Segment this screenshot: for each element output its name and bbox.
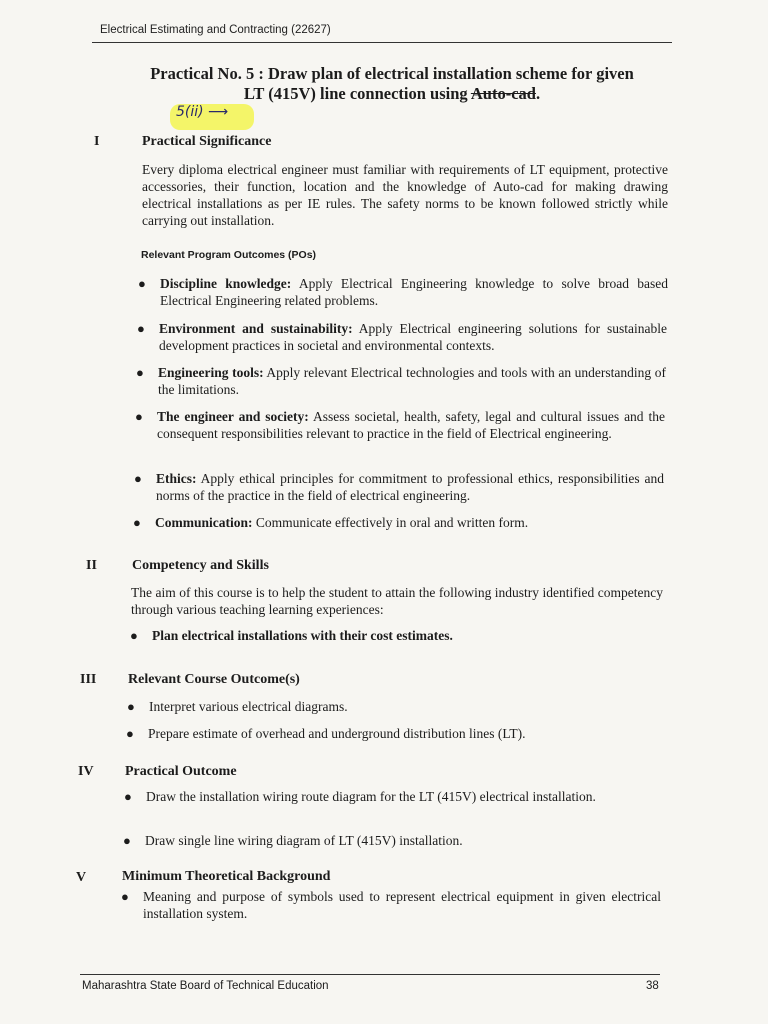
struck-text: Auto-cad [470, 84, 536, 103]
section-number-1: I [94, 134, 100, 149]
po-item: ● Communication: Communicate effectively in oral and written form. [133, 515, 529, 530]
course-outcome-item: ● Interpret various electrical diagrams. [127, 699, 348, 714]
section-number-2: II [86, 558, 97, 573]
title-line-1: Practical No. 5 : Draw plan of electrical installation scheme for given [150, 64, 634, 83]
bullet-icon: ● [123, 833, 131, 848]
po-heading: Relevant Program Outcomes (POs) [141, 249, 317, 261]
po-item: ● Engineering tools: Apply relevant Electrical technologies and tools with an understanding of the limitations. [136, 365, 666, 397]
title-line-2: LT (415V) line connection using Auto-cad. [243, 84, 541, 103]
po-item: ● Environment and sustainability: Apply Electrical engineering solutions for sustainable development practices in societal and environmental contexts. [137, 321, 667, 353]
bullet-icon: ● [127, 699, 135, 714]
section-number-4: IV [78, 764, 94, 779]
section-title-5: Minimum Theoretical Background [122, 869, 331, 884]
footer-board: Maharashtra State Board of Technical Education [82, 980, 329, 992]
course-outcome-item: ● Prepare estimate of overhead and underground distribution lines (LT). [126, 726, 526, 741]
bullet-icon: ● [121, 889, 129, 904]
practical-significance-paragraph: Every diploma electrical engineer must familiar with requirements of LT equipment, protective accessories, their function, location and the knowledge of Auto-cad for making drawing electrical installations as per IE rules. The safety norms to be known followed strictly while carrying out installation. [142, 162, 668, 228]
po-item: ● The engineer and society: Assess societal, health, safety, legal and cultural issues and the consequent responsibilities relevant to practice in the field of Electrical engineering. [135, 409, 665, 441]
bullet-icon: ● [126, 726, 134, 741]
bullet-icon: ● [124, 789, 132, 804]
bullet-icon: ● [135, 409, 143, 424]
bullet-icon: ● [136, 365, 144, 380]
bullet-icon: ● [134, 471, 142, 486]
bullet-icon: ● [137, 321, 145, 336]
section-number-5: V [76, 870, 87, 885]
bullet-icon: ● [133, 515, 141, 530]
bullet-icon: ● [138, 276, 146, 291]
theory-item: ● Meaning and purpose of symbols used to represent electrical equipment in given electrical installation system. [121, 889, 661, 921]
page-number: 38 [646, 980, 659, 992]
section-title-2: Competency and Skills [132, 558, 269, 573]
section-title-4: Practical Outcome [125, 764, 237, 779]
bullet-icon: ● [130, 628, 138, 643]
footer-rule [80, 974, 660, 975]
section-title-1: Practical Significance [142, 134, 272, 149]
po-item: ● Ethics: Apply ethical principles for commitment to professional ethics, responsibilities and norms of the practice in the field of electrical engineering. [134, 471, 664, 503]
competency-item: ● Plan electrical installations with their cost estimates. [130, 628, 453, 643]
section-number-3: III [80, 672, 97, 687]
competency-paragraph: The aim of this course is to help the student to attain the following industry identified competency through various teaching learning experiences: [131, 585, 663, 617]
section-title-3: Relevant Course Outcome(s) [128, 672, 300, 687]
header-rule [92, 42, 672, 43]
practical-outcome-item: ● Draw single line wiring diagram of LT (415V) installation. [123, 833, 463, 848]
practical-title [118, 64, 666, 104]
practical-outcome-item: ● Draw the installation wiring route diagram for the LT (415V) electrical installation. [124, 789, 596, 804]
running-header: Electrical Estimating and Contracting (22627) [100, 24, 331, 36]
po-item: ● Discipline knowledge: Apply Electrical Engineering knowledge to solve broad based Electrical Engineering related problems. [138, 276, 668, 308]
handwritten-annotation: 5(ii) ⟶ [176, 104, 229, 120]
